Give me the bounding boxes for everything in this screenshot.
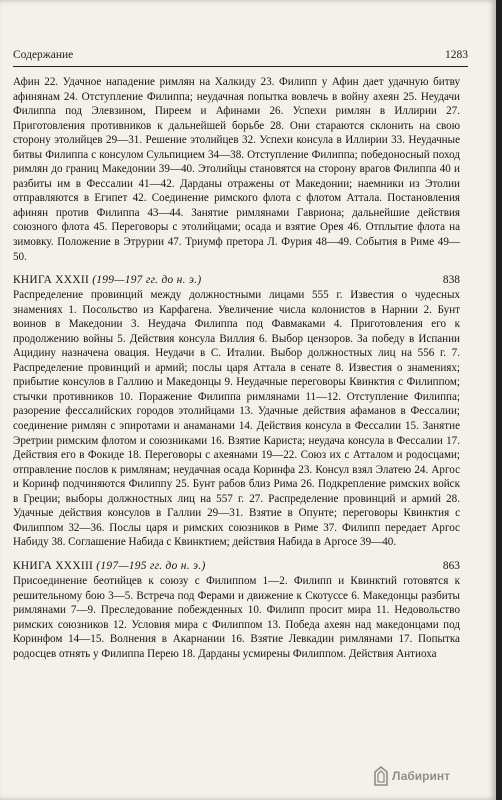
book-years: (199—197 гг. до н. э.) bbox=[92, 274, 202, 287]
labyrinth-logo-icon bbox=[372, 766, 390, 786]
book-summary-33: Присоединение беотийцев к союзу с Филиппом 1—2. Филипп и Квинктий готовятся к решительному бою 3—5. Встреча под Ферами и движение к Скотуссе 6. Македонцы разбиты римлянами 7—9. Преследование побежденных 10. Филипп просит мира 11. Недовольство римских союзников 12. Условия мира с Филиппом 13. Победа ахеян над македонцами под Коринфом 14—15. Волнения в Акарнании 16. Взятие Левкадии римлянами 17. Попытка родосцев отнять у Филиппа Перею 18. Дарданы усмирены Филиппом. Действия Антиоха bbox=[13, 574, 460, 660]
book-summary-32: Распределение провинций между должностными лицами 555 г. Известия о чудесных знамениях 1. Посольство из Карфагена. Увеличение числа колонистов в Нарнии 2. Бунт воинов в Македонии 3. Неудача Филиппа под Фавмаками 4. Приготовления его к продолжению войны 5. Действия консула Виллия 6. Выбор цензоров. За победу в Испании Ацидину назначена овация. Неудачи в С. Италии. Выбор должностных лиц на 556 г. 7. Распределение провинций и армий; послы царя Аттала в сенате 8. Известия о знамениях; прибытие консулов в Галлию и Македонцы 9. Неудачные переговоры Квинктия с Филиппом; стычки противников 10. Поражение Филиппа римлянами 11—12. Отступление Филиппа; разорение фессалийских городов этолийцами 13. Удачные действия афаманов в Фессалии; соединение римлян с эпиротами и анаманами 14. Действия консула в Фессалии 15. Занятие Эретрии римским флотом и союзниками 16. Взятие Кариста; неудача консула в Фессалии 17. Действия его в Фокиде 18. Переговоры с ахеянами 19—22. Союз их с Атталом и родосцами; отправление послов к римлянам; неудачная осада Коринфа 23. Консул взял Элатею 24. Аргос и Коринф подчиняются Филиппу 25. Бунт рабов близ Рима 26. Подкрепление римских войск в Греции; выборы должностных лиц на 557 г. 27. Распределение провинций и армий 28. Удачные действия консулов в Галлии 29—31. Взятие в Опунте; переговоры Квинктия с Филиппом 32—36. Послы царя и римских союзников в Риме 37. Филипп передает Аргос Набиду 38. Соглашение Набида с Квинктием; действия Набида в Аргосе 39—40. bbox=[13, 289, 460, 549]
section-title: Содержание bbox=[13, 49, 74, 61]
contents-body bbox=[13, 75, 460, 661]
book-page-ref: 863 bbox=[442, 559, 460, 572]
book-heading-33 bbox=[13, 558, 460, 574]
intro-paragraph: Афин 22. Удачное нападение римлян на Халкиду 23. Филипп у Афин дает удачную битву афинянам 24. Отступление Филиппа; неудачная попытка вовлечь в войну ахеян 25. Неудачи Филиппа под Элевзином, Пиреем и Афинами 26. Успехи римлян в Иллирии 27. Приготовления противников к дальнейшей борьбе 28. Они стараются склонить на свою сторону этолийцев 29—31. Решение этолийцев 32. Успехи консула в Иллирии 33. Неудачные битвы Филиппа с консулом Сульпицием 34—38. Отступление Филиппа; победоносный поход римлян до границ Македонии 39—40. Этолийцы становятся на сторону врагов Филиппа 40 и разбиты им в Фессалии 41—42. Дарданы отражены от Македонии; наемники из Этолии отправляются в Египет 42. Соединение римского флота с флотом Аттала. Постановления афинян против Филиппа 43—44. Занятие римлянами Гавриона; дальнейшие действия союзного флота 45. Переговоры с этолийцами; осада и взятие Орея 46. Отплытие флота на зимовку. Положение в Этрурии 47. Триумф претора Л. Фурия 48—49. События в Риме 49—50. bbox=[13, 76, 460, 263]
header-rule bbox=[13, 66, 468, 67]
running-header bbox=[13, 49, 468, 67]
page-edge bbox=[496, 0, 502, 800]
book-years: (197—195 гг. до н. э.) bbox=[96, 559, 206, 572]
page-number: 1283 bbox=[445, 49, 468, 61]
watermark-text: Лабиринт bbox=[392, 769, 451, 783]
book-heading-32 bbox=[13, 272, 460, 288]
book-title: КНИГА XXXIII bbox=[13, 559, 94, 572]
watermark bbox=[372, 766, 450, 786]
book-title: КНИГА XXXII bbox=[13, 274, 90, 287]
book-page-ref: 838 bbox=[442, 274, 460, 287]
